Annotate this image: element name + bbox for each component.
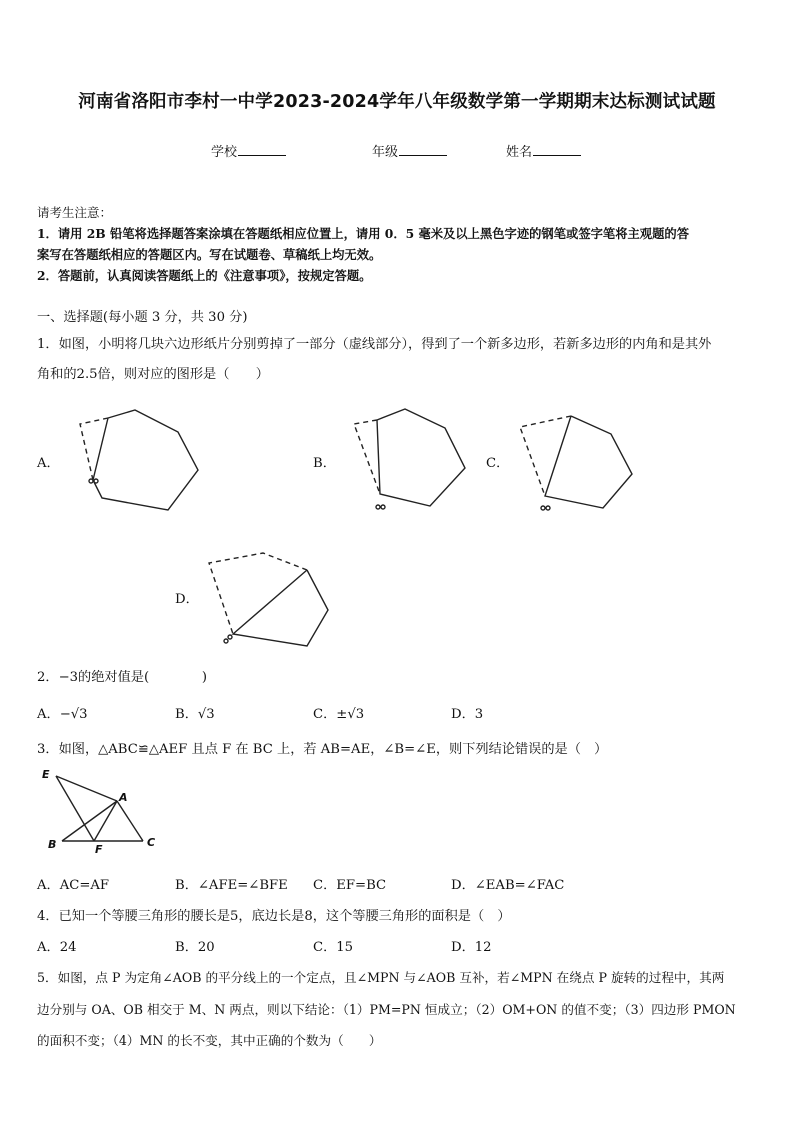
q3-label-e: E xyxy=(42,768,50,781)
notice-heading: 请考生注意： xyxy=(37,205,113,220)
q2-option-b[interactable]: B．√3 xyxy=(175,707,215,722)
q2-option-d[interactable]: D．3 xyxy=(451,707,484,722)
q3-label-f: F xyxy=(95,843,103,856)
name-label: 姓名 xyxy=(506,145,533,160)
notice-line-1b: 案写在答题纸相应的答题区内。写在试题卷、草稿纸上均无效。 xyxy=(37,247,382,262)
q1-option-d-label[interactable]: D． xyxy=(175,592,199,607)
grade-label: 年级 xyxy=(372,145,399,160)
page-title: 河南省洛阳市李村一中学2023-2024学年八年级数学第一学期期末达标测试试题 xyxy=(78,92,716,112)
q3-option-d[interactable]: D．∠EAB=∠FAC xyxy=(451,878,565,893)
q3-option-a[interactable]: A．AC=AF xyxy=(37,878,110,893)
q1-option-b-label[interactable]: B． xyxy=(313,456,336,471)
q3-label-c: C xyxy=(147,836,156,849)
q3-label-a: A xyxy=(119,791,128,804)
q4-option-d[interactable]: D．12 xyxy=(451,940,492,955)
q2-option-a[interactable]: A．−√3 xyxy=(37,707,88,722)
q5-stem-line-1: 5．如图，点 P 为定角∠AOB 的平分线上的一个定点，且∠MPN 与∠AOB 互补，若∠MPN 在绕点 P 旋转的过程中，其两 xyxy=(37,970,725,985)
q1-stem-line-1: 1．如图，小明将几块六边形纸片分别剪掉了一部分（虚线部分），得到了一个新多边形，若新多边形的内角和是其外 xyxy=(37,337,712,352)
q3-label-b: B xyxy=(48,838,57,851)
q1-option-c-label[interactable]: C． xyxy=(486,456,510,471)
notice-line-1a: 1．请用 2B 铅笔将选择题答案涂填在答题纸相应位置上，请用 0．5 毫米及以上黑色字迹的钢笔或签字笔将主观题的答 xyxy=(37,226,689,241)
section-heading: 一、选择题(每小题 3 分，共 30 分) xyxy=(37,310,248,325)
q5-stem-line-2: 边分别与 OA、OB 相交于 M、N 两点，则以下结论：（1）PM=PN 恒成立；（2）OM+ON 的值不变；（3）四边形 PMON xyxy=(37,1002,736,1017)
q4-stem: 4．已知一个等腰三角形的腰长是5，底边长是8，这个等腰三角形的面积是（ ） xyxy=(37,909,511,924)
q3-stem: 3．如图，△ABC≌△AEF 且点 F 在 BC 上，若 AB=AE，∠B=∠E，则下列结论错误的是（ ） xyxy=(37,742,608,757)
q2-stem: 2．−3的绝对值是( ) xyxy=(37,670,207,685)
q3-option-c[interactable]: C．EF=BC xyxy=(313,878,387,893)
school-label: 学校 xyxy=(211,145,238,160)
notice-line-2: 2．答题前，认真阅读答题纸上的《注意事项》，按规定答题。 xyxy=(37,268,372,283)
q1-option-a-label[interactable]: A． xyxy=(37,456,60,471)
q4-option-a[interactable]: A．24 xyxy=(37,940,77,955)
q4-option-c[interactable]: C．15 xyxy=(313,940,354,955)
q3-option-b[interactable]: B．∠AFE=∠BFE xyxy=(175,878,288,893)
q2-option-c[interactable]: C．±√3 xyxy=(313,707,365,722)
q5-stem-line-3: 的面积不变；（4）MN 的长不变，其中正确的个数为（ ） xyxy=(37,1033,382,1048)
q1-stem-line-2: 角和的2.5倍，则对应的图形是（ ） xyxy=(37,367,269,382)
q4-option-b[interactable]: B．20 xyxy=(175,940,215,955)
